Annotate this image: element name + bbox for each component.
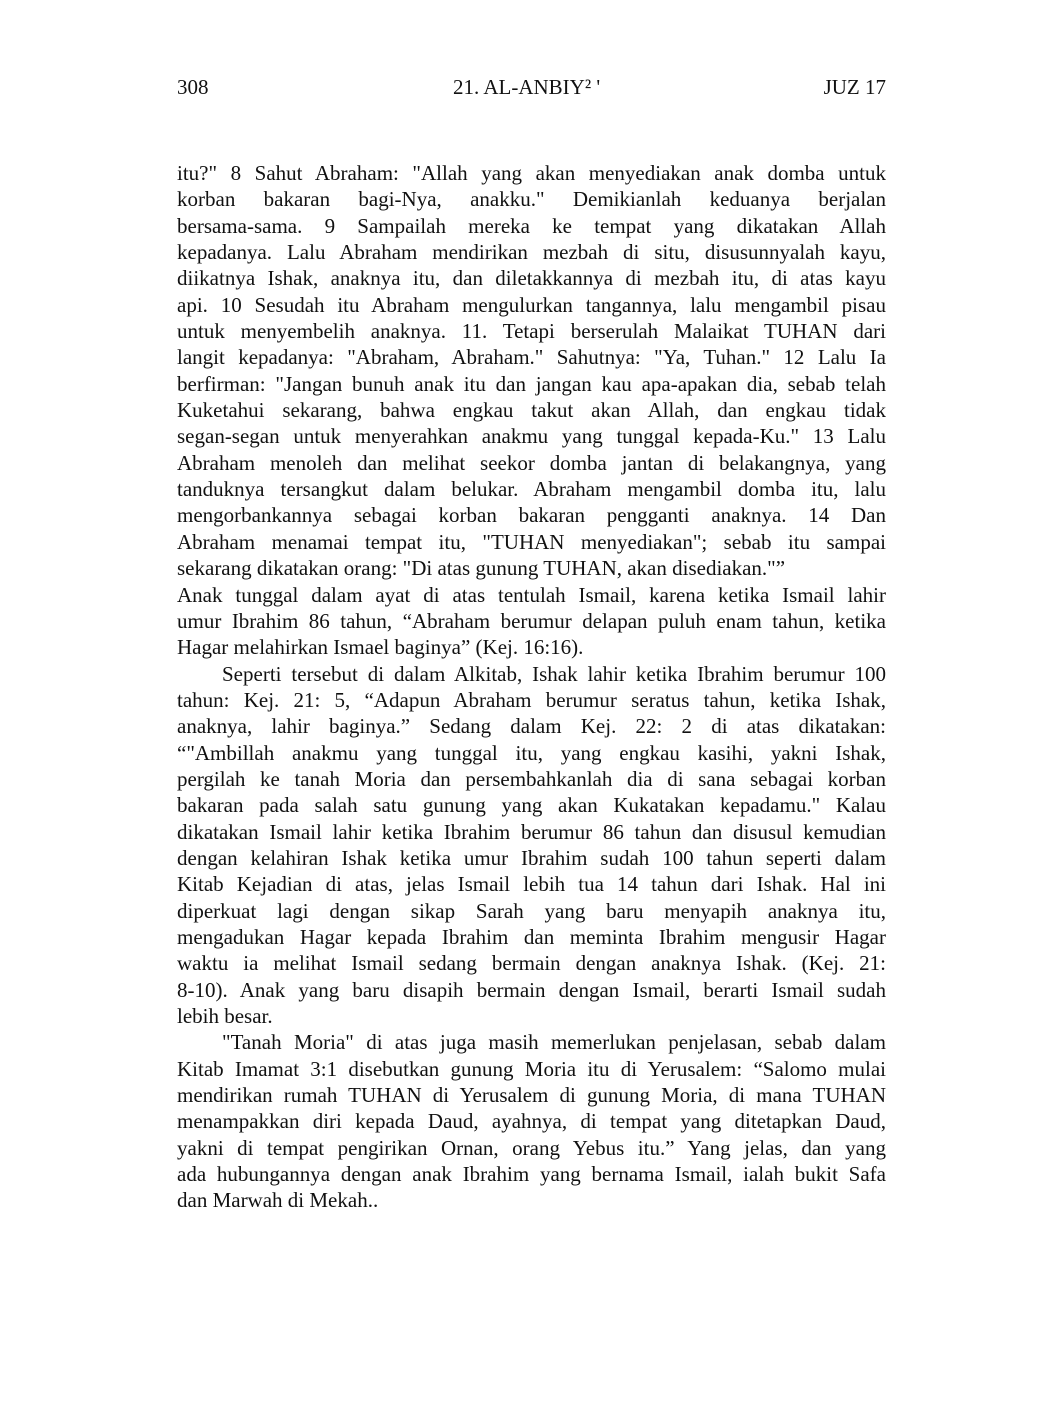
text-line: bakaran pada salah satu gunung yang akan Kukatakan kepadamu." Kalau	[177, 793, 886, 818]
text-line: pergilah ke tanah Moria dan persembahkanlah dia di sana sebagai korban	[177, 766, 886, 791]
text-line: dengan kelahiran Ishak ketika umur Ibrahim sudah 100 tahun seperti dalam	[177, 845, 886, 870]
text-line: lebih besar.	[177, 1004, 273, 1028]
paragraph	[177, 582, 886, 661]
text-line: dikatakan Ismail lahir ketika Ibrahim berumur 86 tahun dan disusul kemudian	[177, 819, 886, 844]
paragraph	[177, 661, 886, 1030]
text-line: kepadanya. Lalu Abraham mendirikan mezbah di situ, disusunnyalah kayu,	[177, 240, 886, 265]
text-line: diperkuat lagi dengan sikap Sarah yang baru menyapih anaknya itu,	[177, 898, 886, 923]
text-line: untuk menyembelih anaknya. 11. Tetapi berserulah Malaikat TUHAN dari	[177, 319, 886, 344]
text-line: korban bakaran bagi-Nya, anakku." Demikianlah keduanya berjalan	[177, 187, 886, 212]
text-line: sekarang dikatakan orang: "Di atas gunung TUHAN, akan disediakan."”	[177, 556, 786, 581]
text-line: Abraham menoleh dan melihat seekor domba jantan di belakangnya, yang	[177, 450, 886, 475]
text-line: anaknya, lahir baginya.” Sedang dalam Kej. 22: 2 di atas dikatakan:	[177, 714, 886, 739]
text-line: Anak tunggal dalam ayat di atas tentulah Ismail, karena ketika Ismail lahir	[177, 582, 886, 607]
paragraph	[177, 160, 886, 582]
text-line: bersama-sama. 9 Sampailah mereka ke tempat yang dikatakan Allah	[177, 213, 886, 238]
text-line: berfirman: "Jangan bunuh anak itu dan jangan kau apa-apakan dia, sebab telah	[177, 371, 886, 396]
text-line: dan Marwah di Mekah..	[177, 1188, 379, 1213]
text-line: Kuketahui sekarang, bahwa engkau takut akan Allah, dan engkau tidak	[177, 398, 886, 423]
text-line: Hagar melahirkan Ismael baginya” (Kej. 16:16).	[177, 635, 584, 660]
text-line: tanduknya tersangkut dalam belukar. Abraham mengambil domba itu, lalu	[177, 477, 886, 502]
text-line: mendirikan rumah TUHAN di Yerusalem di gunung Moria, di mana TUHAN	[177, 1083, 886, 1108]
text-line: mengorbankannya sebagai korban bakaran pengganti anaknya. 14 Dan	[177, 503, 886, 528]
text-line: menampakkan diri kepada Daud, ayahnya, di tempat yang ditetapkan Daud,	[177, 1109, 886, 1134]
text-line: segan-segan untuk menyerahkan anakmu yang tunggal kepada-Ku." 13 Lalu	[177, 424, 886, 449]
text-line: diikatnya Ishak, anaknya itu, dan diletakkannya di mezbah itu, di atas kayu	[177, 266, 886, 291]
paragraph	[177, 1029, 886, 1213]
page-number: 308	[177, 75, 209, 99]
text-line: 8-10). Anak yang baru disapih bermain dengan Ismail, berarti Ismail sudah	[177, 977, 886, 1002]
juz-label: JUZ 17	[823, 75, 886, 99]
text-line: yakni di tempat pengirikan Ornan, orang Yebus itu.” Yang jelas, dan yang	[177, 1135, 886, 1160]
text-line: mengadukan Hagar kepada Ibrahim dan meminta Ibrahim mengusir Hagar	[177, 924, 886, 949]
text-line: umur Ibrahim 86 tahun, “Abraham berumur delapan puluh enam tahun, ketika	[177, 608, 886, 633]
text-line: ada hubungannya dengan anak Ibrahim yang bernama Ismail, ialah bukit Safa	[177, 1162, 886, 1187]
text-line: waktu ia melihat Ismail sedang bermain dengan anaknya Ishak. (Kej. 21:	[177, 951, 886, 976]
text-line: Seperti tersebut di dalam Alkitab, Ishak lahir ketika Ibrahim berumur 100	[222, 661, 886, 686]
text-line: itu?" 8 Sahut Abraham: "Allah yang akan menyediakan anak domba untuk	[177, 161, 886, 185]
text-line: tahun: Kej. 21: 5, “Adapun Abraham berumur seratus tahun, ketika Ishak,	[177, 687, 886, 712]
text-line: Kitab Kejadian di atas, jelas Ismail lebih tua 14 tahun dari Ishak. Hal ini	[177, 872, 886, 897]
text-line: "Tanah Moria" di atas juga masih memerlukan penjelasan, sebab dalam	[222, 1030, 886, 1055]
text-line: langit kepadanya: "Abraham, Abraham." Sahutnya: "Ya, Tuhan." 12 Lalu Ia	[177, 345, 886, 370]
text-line: “"Ambillah anakmu yang tunggal itu, yang engkau kasihi, yakni Ishak,	[177, 740, 886, 765]
chapter-title: 21. AL-ANBIY² '	[453, 75, 601, 99]
text-line: api. 10 Sesudah itu Abraham mengulurkan tangannya, lalu mengambil pisau	[177, 292, 886, 317]
text-line: Kitab Imamat 3:1 disebutkan gunung Moria itu di Yerusalem: “Salomo mulai	[177, 1056, 886, 1081]
page-body	[177, 160, 886, 1214]
text-line: Abraham menamai tempat itu, "TUHAN menyediakan"; sebab itu sampai	[177, 529, 886, 554]
